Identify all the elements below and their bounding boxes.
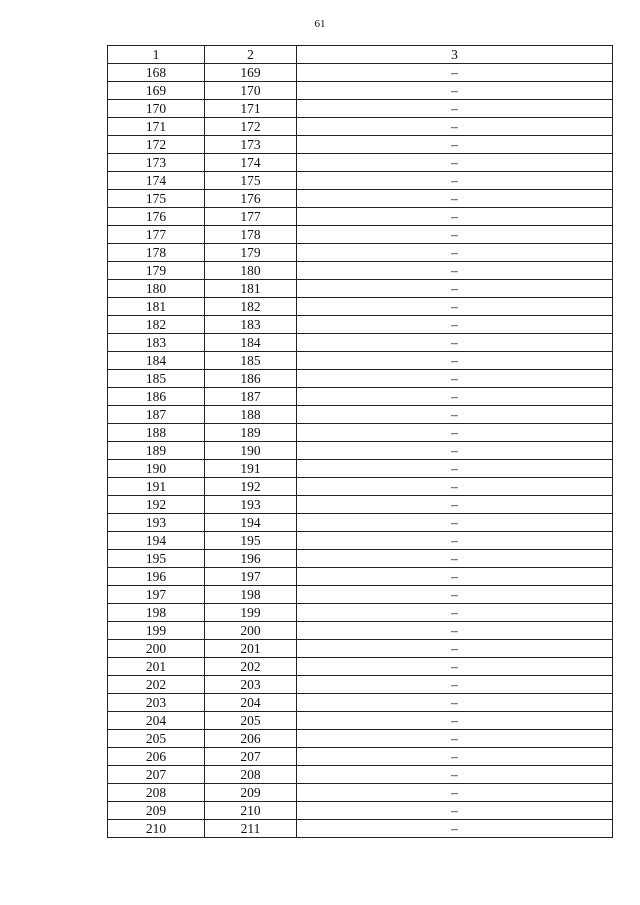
table-row (108, 586, 613, 604)
table-cell-col-2: 202 (205, 658, 297, 676)
table-row (108, 352, 613, 370)
table-cell-col-3: – (297, 766, 613, 784)
table-cell-col-1: 199 (108, 622, 205, 640)
table-cell-col-3: – (297, 316, 613, 334)
table-row (108, 748, 613, 766)
column-header-2: 2 (205, 46, 297, 64)
table-cell-col-1: 180 (108, 280, 205, 298)
table-row (108, 604, 613, 622)
table-cell-col-2: 175 (205, 172, 297, 190)
table-cell-col-2: 192 (205, 478, 297, 496)
table-cell-col-1: 171 (108, 118, 205, 136)
table-cell-col-1: 184 (108, 352, 205, 370)
table-cell-col-1: 168 (108, 64, 205, 82)
table-cell-col-3: – (297, 208, 613, 226)
table-cell-col-2: 171 (205, 100, 297, 118)
table-cell-col-3: – (297, 694, 613, 712)
table-cell-col-3: – (297, 514, 613, 532)
table-cell-col-1: 181 (108, 298, 205, 316)
table-cell-col-1: 193 (108, 514, 205, 532)
table-cell-col-2: 185 (205, 352, 297, 370)
table-cell-col-2: 170 (205, 82, 297, 100)
table-cell-col-2: 203 (205, 676, 297, 694)
table-cell-col-3: – (297, 280, 613, 298)
table-row (108, 712, 613, 730)
table-row (108, 154, 613, 172)
table-cell-col-1: 189 (108, 442, 205, 460)
table-cell-col-3: – (297, 658, 613, 676)
table-cell-col-3: – (297, 244, 613, 262)
table-cell-col-1: 182 (108, 316, 205, 334)
table-cell-col-1: 177 (108, 226, 205, 244)
table-cell-col-3: – (297, 532, 613, 550)
table-cell-col-1: 200 (108, 640, 205, 658)
table-body (108, 64, 613, 838)
table-cell-col-1: 173 (108, 154, 205, 172)
table-cell-col-2: 206 (205, 730, 297, 748)
table-cell-col-1: 197 (108, 586, 205, 604)
table-cell-col-3: – (297, 550, 613, 568)
table-row (108, 298, 613, 316)
table-row (108, 172, 613, 190)
table-row (108, 136, 613, 154)
table-row (108, 316, 613, 334)
table-row (108, 622, 613, 640)
table-cell-col-3: – (297, 478, 613, 496)
table-row (108, 118, 613, 136)
table-cell-col-2: 209 (205, 784, 297, 802)
table-cell-col-3: – (297, 784, 613, 802)
table-cell-col-2: 193 (205, 496, 297, 514)
table-row (108, 82, 613, 100)
table-cell-col-2: 183 (205, 316, 297, 334)
table-cell-col-1: 192 (108, 496, 205, 514)
column-header-1: 1 (108, 46, 205, 64)
table-cell-col-1: 210 (108, 820, 205, 838)
table-cell-col-2: 194 (205, 514, 297, 532)
table-row (108, 460, 613, 478)
table-row (108, 64, 613, 82)
table-cell-col-2: 174 (205, 154, 297, 172)
table-cell-col-1: 188 (108, 424, 205, 442)
table-cell-col-3: – (297, 388, 613, 406)
table-cell-col-3: – (297, 82, 613, 100)
table-cell-col-3: – (297, 604, 613, 622)
table-cell-col-2: 169 (205, 64, 297, 82)
table-row (108, 658, 613, 676)
table-row (108, 568, 613, 586)
table-cell-col-1: 198 (108, 604, 205, 622)
table-cell-col-2: 204 (205, 694, 297, 712)
table-cell-col-1: 191 (108, 478, 205, 496)
table-cell-col-3: – (297, 496, 613, 514)
table-cell-col-1: 178 (108, 244, 205, 262)
table-cell-col-3: – (297, 406, 613, 424)
table-cell-col-3: – (297, 190, 613, 208)
table-row (108, 388, 613, 406)
table-row (108, 820, 613, 838)
table-cell-col-1: 206 (108, 748, 205, 766)
table-cell-col-1: 174 (108, 172, 205, 190)
table-cell-col-3: – (297, 334, 613, 352)
table-cell-col-2: 179 (205, 244, 297, 262)
table-row (108, 640, 613, 658)
table-cell-col-2: 188 (205, 406, 297, 424)
table-cell-col-3: – (297, 442, 613, 460)
table-cell-col-1: 190 (108, 460, 205, 478)
table-cell-col-3: – (297, 676, 613, 694)
table-cell-col-3: – (297, 460, 613, 478)
table-row (108, 424, 613, 442)
table-cell-col-3: – (297, 568, 613, 586)
table-cell-col-2: 190 (205, 442, 297, 460)
table-row (108, 694, 613, 712)
table-cell-col-1: 179 (108, 262, 205, 280)
table-cell-col-2: 186 (205, 370, 297, 388)
table-cell-col-2: 201 (205, 640, 297, 658)
table-row (108, 208, 613, 226)
table-header (108, 46, 613, 64)
table-cell-col-2: 191 (205, 460, 297, 478)
table-cell-col-1: 204 (108, 712, 205, 730)
table-cell-col-2: 198 (205, 586, 297, 604)
table-row (108, 550, 613, 568)
table-row (108, 478, 613, 496)
column-header-3: 3 (297, 46, 613, 64)
table-cell-col-3: – (297, 712, 613, 730)
table-row (108, 532, 613, 550)
table-cell-col-3: – (297, 136, 613, 154)
table-cell-col-3: – (297, 622, 613, 640)
table-cell-col-2: 199 (205, 604, 297, 622)
table-row (108, 442, 613, 460)
table-cell-col-3: – (297, 730, 613, 748)
table-row (108, 766, 613, 784)
table-cell-col-2: 172 (205, 118, 297, 136)
table-cell-col-2: 178 (205, 226, 297, 244)
table-cell-col-1: 208 (108, 784, 205, 802)
table-cell-col-2: 196 (205, 550, 297, 568)
table-cell-col-3: – (297, 586, 613, 604)
table-row (108, 262, 613, 280)
table-cell-col-2: 207 (205, 748, 297, 766)
data-table (107, 45, 613, 838)
page-number: 61 (314, 18, 326, 30)
table-row (108, 514, 613, 532)
table-cell-col-1: 183 (108, 334, 205, 352)
table-cell-col-3: – (297, 640, 613, 658)
table-cell-col-1: 187 (108, 406, 205, 424)
table-cell-col-1: 202 (108, 676, 205, 694)
table-cell-col-2: 187 (205, 388, 297, 406)
table-cell-col-2: 195 (205, 532, 297, 550)
table-cell-col-3: – (297, 154, 613, 172)
table-cell-col-1: 194 (108, 532, 205, 550)
table-cell-col-3: – (297, 64, 613, 82)
table-cell-col-1: 207 (108, 766, 205, 784)
table-row (108, 496, 613, 514)
table-cell-col-1: 170 (108, 100, 205, 118)
table-row (108, 730, 613, 748)
table-cell-col-2: 176 (205, 190, 297, 208)
table-row (108, 100, 613, 118)
table-cell-col-3: – (297, 748, 613, 766)
table-cell-col-1: 169 (108, 82, 205, 100)
table-cell-col-1: 203 (108, 694, 205, 712)
table-row (108, 190, 613, 208)
table-row (108, 802, 613, 820)
table-row (108, 406, 613, 424)
table-cell-col-1: 172 (108, 136, 205, 154)
table-cell-col-1: 175 (108, 190, 205, 208)
table-cell-col-1: 176 (108, 208, 205, 226)
table-cell-col-3: – (297, 226, 613, 244)
table-cell-col-1: 186 (108, 388, 205, 406)
table-cell-col-1: 205 (108, 730, 205, 748)
table-cell-col-1: 201 (108, 658, 205, 676)
table-cell-col-3: – (297, 352, 613, 370)
table-row (108, 226, 613, 244)
table-row (108, 280, 613, 298)
table-cell-col-1: 196 (108, 568, 205, 586)
table-row (108, 676, 613, 694)
table-cell-col-3: – (297, 262, 613, 280)
table-cell-col-3: – (297, 802, 613, 820)
table-row (108, 370, 613, 388)
table-cell-col-3: – (297, 820, 613, 838)
header-row (108, 46, 613, 64)
table-cell-col-2: 184 (205, 334, 297, 352)
table-cell-col-2: 205 (205, 712, 297, 730)
table-cell-col-2: 181 (205, 280, 297, 298)
table-cell-col-2: 197 (205, 568, 297, 586)
table-cell-col-2: 182 (205, 298, 297, 316)
table-cell-col-1: 195 (108, 550, 205, 568)
table-row (108, 244, 613, 262)
table-cell-col-3: – (297, 298, 613, 316)
table-row (108, 784, 613, 802)
table-cell-col-3: – (297, 118, 613, 136)
table-cell-col-2: 173 (205, 136, 297, 154)
table-cell-col-3: – (297, 100, 613, 118)
table-cell-col-2: 210 (205, 802, 297, 820)
table-cell-col-3: – (297, 370, 613, 388)
table-cell-col-3: – (297, 424, 613, 442)
table-row (108, 334, 613, 352)
table-cell-col-2: 200 (205, 622, 297, 640)
table-cell-col-1: 209 (108, 802, 205, 820)
table-cell-col-2: 180 (205, 262, 297, 280)
table-cell-col-1: 185 (108, 370, 205, 388)
table-cell-col-3: – (297, 172, 613, 190)
table-cell-col-2: 177 (205, 208, 297, 226)
table-cell-col-2: 189 (205, 424, 297, 442)
table-cell-col-2: 211 (205, 820, 297, 838)
table-cell-col-2: 208 (205, 766, 297, 784)
